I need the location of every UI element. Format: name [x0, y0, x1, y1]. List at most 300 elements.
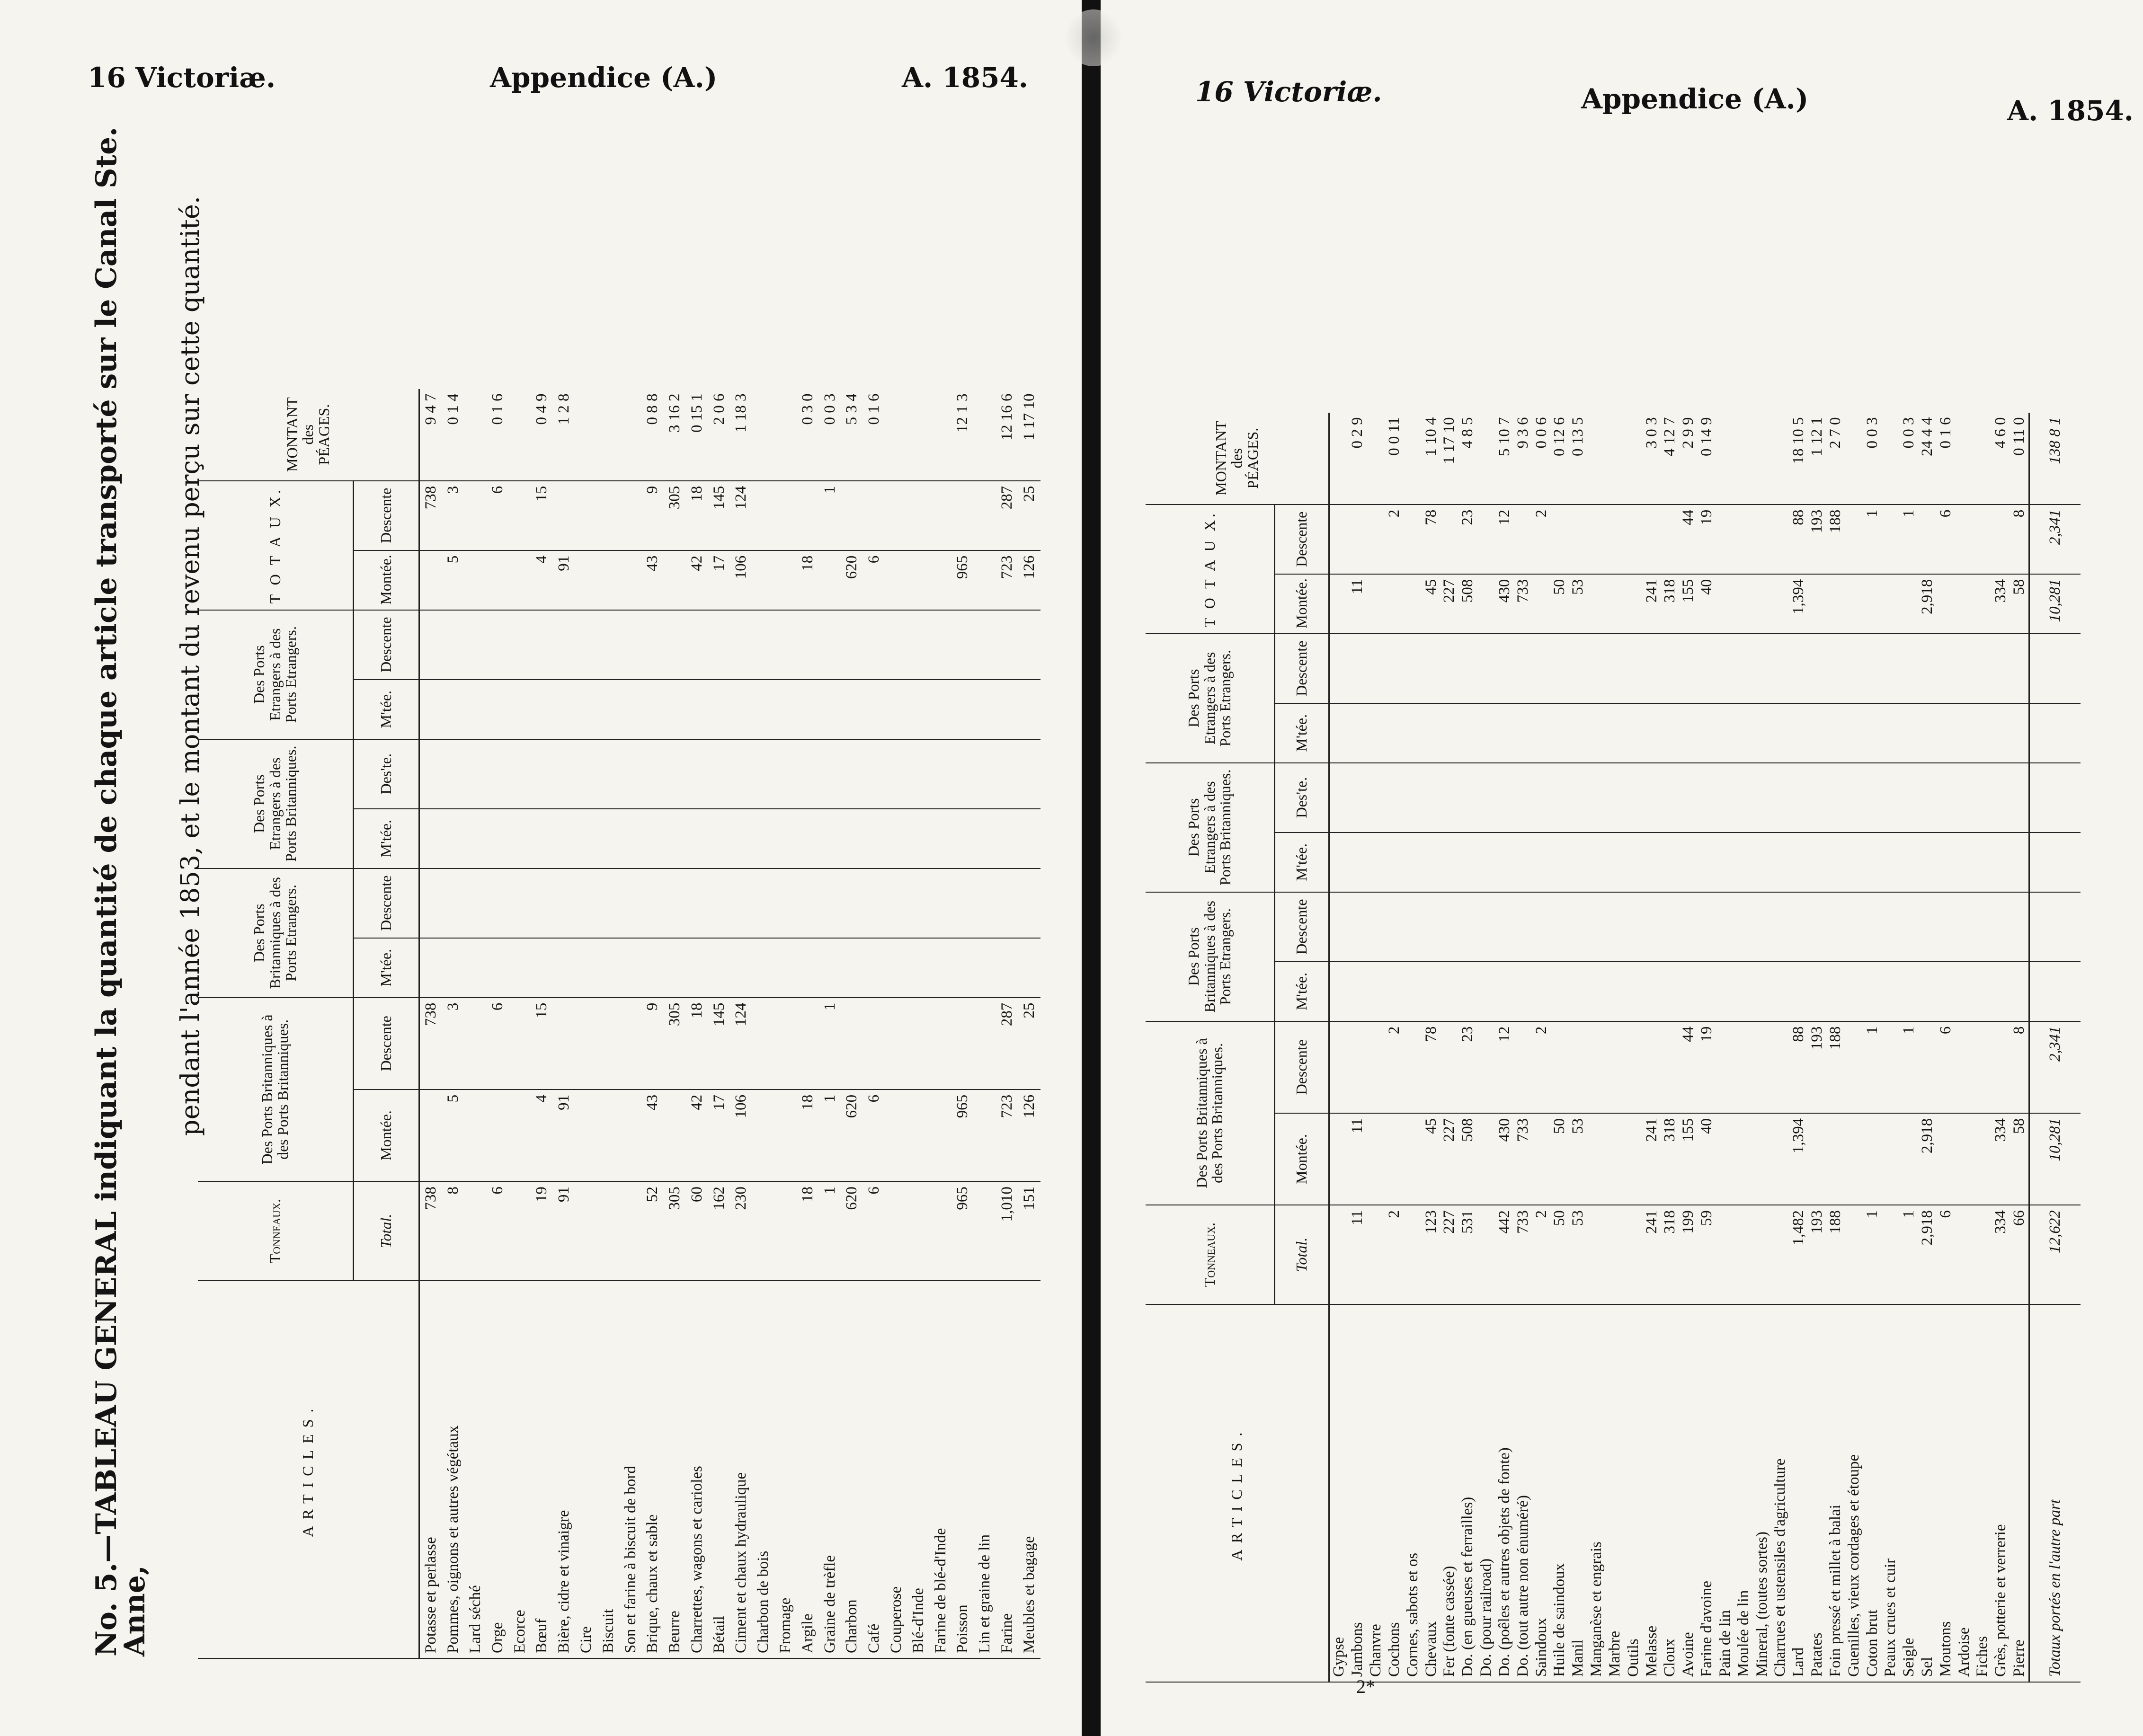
bb-descente-cell [797, 998, 819, 1089]
totaux-montee-cell: 723 [996, 550, 1018, 610]
empty-port-cell [752, 739, 774, 809]
total-descente-cell: 2,341 [2029, 1021, 2081, 1113]
peages-cell: 4 8 5 [1458, 413, 1477, 505]
empty-port-cell [1826, 892, 1845, 962]
empty-port-cell [686, 868, 708, 938]
empty-port-cell [1018, 739, 1040, 809]
empty-port-cell [1018, 610, 1040, 680]
group-bb-header: Des Ports Britanniques à des Ports Britanniques. [1146, 1021, 1274, 1205]
totaux-descente-cell [930, 481, 952, 550]
empty-port-cell [1514, 833, 1532, 892]
article-cell: Brique, chaux et sable [641, 1281, 664, 1658]
empty-port-cell [1495, 703, 1514, 763]
peages-cell: 2 7 0 [1826, 413, 1845, 505]
empty-port-cell [1441, 634, 1459, 703]
bb-descente-cell: 8 [2010, 1021, 2029, 1113]
article-cell: Bœuf [531, 1281, 553, 1658]
regnal-year-left: 16 Victoriæ. [88, 62, 276, 94]
totaux-descente-cell [797, 481, 819, 550]
bb-montee-cell [1845, 1113, 1863, 1205]
table-row [1826, 159, 1845, 1682]
bb-descente-cell [1753, 1021, 1771, 1113]
empty-port-cell [2010, 703, 2029, 763]
empty-port-cell [1643, 763, 1661, 833]
empty-port-cell [2029, 892, 2081, 962]
empty-port-cell [1404, 763, 1422, 833]
bb-montee-cell: 965 [952, 1089, 974, 1181]
empty-port-cell [930, 680, 952, 739]
totaux-montee-cell [1606, 574, 1624, 634]
peages-cell: 0 14 9 [1698, 413, 1716, 505]
totaux-descente-cell: 44 [1679, 505, 1698, 574]
empty-port-cell [1716, 962, 1734, 1021]
article-cell: Farine de blé-d'Inde [930, 1281, 952, 1658]
empty-port-cell [1974, 703, 1992, 763]
table-row [419, 135, 442, 1658]
empty-port-cell [841, 809, 863, 868]
table-row [930, 135, 952, 1658]
mtee-subheader: M'tée. [1274, 833, 1329, 892]
empty-port-cell [930, 938, 952, 998]
empty-port-cell [708, 938, 730, 998]
empty-port-cell [1826, 833, 1845, 892]
bb-montee-cell [664, 1089, 686, 1181]
empty-port-cell [1422, 962, 1441, 1021]
article-cell: Lin et graine de lin [974, 1281, 996, 1658]
total-cell: 19 [531, 1181, 553, 1281]
empty-port-cell [1734, 892, 1753, 962]
empty-port-cell [1753, 962, 1771, 1021]
empty-port-cell [1771, 962, 1789, 1021]
empty-port-cell [1918, 634, 1937, 703]
bb-descente-cell [1569, 1021, 1587, 1113]
empty-port-cell [730, 809, 753, 868]
table-row [1441, 159, 1459, 1682]
empty-port-cell [1845, 634, 1863, 703]
peages-cell: 2 9 9 [1679, 413, 1698, 505]
totaux-montee-total-cell: 10,281 [2029, 574, 2081, 634]
bb-descente-cell [464, 998, 487, 1089]
empty-port-cell [1441, 833, 1459, 892]
empty-port-cell [1606, 962, 1624, 1021]
totaux-montee-cell: 43 [641, 550, 664, 610]
empty-port-cell [1458, 703, 1477, 763]
right-ledger-table [1146, 159, 2081, 1683]
totaux-montee-cell [664, 550, 686, 610]
table-row [531, 135, 553, 1658]
empty-port-cell [487, 938, 509, 998]
empty-port-cell [1679, 962, 1698, 1021]
empty-port-cell [841, 739, 863, 809]
tonneaux-header: Tonneaux. [198, 1181, 353, 1281]
totaux-montee-cell: 620 [841, 550, 863, 610]
empty-port-cell [2029, 962, 2081, 1021]
total-cell: 2 [1532, 1205, 1551, 1304]
empty-port-cell [797, 610, 819, 680]
table-row [597, 135, 620, 1658]
bb-descente-cell [1329, 1021, 1349, 1113]
empty-port-cell [641, 680, 664, 739]
total-cell [1606, 1205, 1624, 1304]
empty-port-cell [1385, 962, 1404, 1021]
empty-port-cell [907, 938, 930, 998]
deste-subheader: Des'te. [353, 739, 419, 809]
empty-port-cell [1643, 962, 1661, 1021]
table-row [553, 135, 575, 1658]
empty-port-cell [509, 809, 531, 868]
article-cell: Charbon de bois [752, 1281, 774, 1658]
empty-port-cell [686, 809, 708, 868]
empty-port-cell [1624, 962, 1643, 1021]
article-cell: Do. (pour railroad) [1477, 1304, 1495, 1682]
bb-descente-cell [952, 998, 974, 1089]
table-row [1551, 159, 1569, 1682]
totaux-montee-cell: 430 [1495, 574, 1514, 634]
empty-port-cell [930, 809, 952, 868]
total-cell: 91 [553, 1181, 575, 1281]
empty-port-cell [1404, 703, 1422, 763]
totaux-descente-cell [841, 481, 863, 550]
total-cell: 123 [1422, 1205, 1441, 1304]
empty-port-cell [1698, 763, 1716, 833]
empty-port-cell [1716, 703, 1734, 763]
peages-cell: 0 0 3 [1863, 413, 1882, 505]
bb-montee-cell: 50 [1551, 1113, 1569, 1205]
montee-subheader: Montée. [1274, 1113, 1329, 1205]
bb-descente-cell [1661, 1021, 1679, 1113]
empty-port-cell [1385, 634, 1404, 703]
empty-port-cell [1937, 634, 1955, 703]
totaux-montee-cell: 42 [686, 550, 708, 610]
empty-port-cell [664, 680, 686, 739]
peages-cell [1734, 413, 1753, 505]
empty-port-cell [1734, 763, 1753, 833]
empty-port-cell [1587, 634, 1606, 703]
empty-port-cell [487, 809, 509, 868]
totaux-montee-cell: 155 [1679, 574, 1698, 634]
empty-port-cell [1974, 892, 1992, 962]
total-cell: 2,918 [1918, 1205, 1937, 1304]
empty-port-cell [1789, 962, 1808, 1021]
peages-cell: 4 12 7 [1661, 413, 1679, 505]
empty-port-cell [1974, 634, 1992, 703]
empty-port-cell [1514, 703, 1532, 763]
article-cell: Poisson [952, 1281, 974, 1658]
bb-descente-cell [885, 998, 907, 1089]
empty-port-cell [1992, 703, 2010, 763]
empty-port-cell [1551, 763, 1569, 833]
total-cell: 8 [442, 1181, 464, 1281]
empty-port-cell [841, 938, 863, 998]
article-cell: Lard séché [464, 1281, 487, 1658]
table-title-line-1: No. 5.—TABLEAU GENERAL indiquant la quantité de chaque article transporté sur le Canal Ste. Anne, [90, 126, 151, 1656]
empty-port-cell [509, 938, 531, 998]
totaux-montee-cell: 53 [1569, 574, 1587, 634]
empty-port-cell [531, 610, 553, 680]
empty-port-cell [531, 809, 553, 868]
article-cell: Do. (en gueuses et ferrailles) [1458, 1304, 1477, 1682]
empty-port-cell [974, 938, 996, 998]
total-cell: 227 [1441, 1205, 1459, 1304]
bb-descente-cell: 124 [730, 998, 753, 1089]
bb-descente-cell: 15 [531, 998, 553, 1089]
peages-cell [1329, 413, 1349, 505]
bb-descente-cell: 6 [1937, 1021, 1955, 1113]
total-cell: 442 [1495, 1205, 1514, 1304]
bb-descente-cell: 9 [641, 998, 664, 1089]
peages-cell [752, 389, 774, 481]
mtee-subheader: M'tée. [353, 680, 419, 739]
table-row [1661, 159, 1679, 1682]
empty-port-cell [1367, 763, 1385, 833]
article-cell: Saindoux [1532, 1304, 1551, 1682]
total-subheader: Total. [353, 1181, 419, 1281]
empty-port-cell [952, 610, 974, 680]
bb-montee-cell: 6 [863, 1089, 885, 1181]
right-ledger [1146, 159, 2081, 1683]
empty-port-cell [1514, 763, 1532, 833]
bb-montee-cell [1587, 1113, 1606, 1205]
totaux-montee-cell [1477, 574, 1495, 634]
peages-cell [1716, 413, 1734, 505]
empty-port-cell [686, 610, 708, 680]
totaux-montee-cell: 126 [1018, 550, 1040, 610]
totaux-montee-cell [1771, 574, 1789, 634]
totaux-descente-cell [509, 481, 531, 550]
total-cell: 60 [686, 1181, 708, 1281]
empty-port-cell [752, 938, 774, 998]
empty-port-cell [1863, 962, 1882, 1021]
table-row [686, 135, 708, 1658]
table-title-line-2: pendant l'année 1853, et le montant du revenu perçu sur cette quantité. [175, 196, 205, 1136]
bb-montee-cell [464, 1089, 487, 1181]
empty-port-cell [1532, 833, 1551, 892]
article-cell: Seigle [1900, 1304, 1918, 1682]
totaux-montee-cell [1716, 574, 1734, 634]
empty-port-cell [907, 739, 930, 809]
empty-port-cell [1367, 892, 1385, 962]
empty-port-cell [797, 680, 819, 739]
table-row [1458, 159, 1477, 1682]
totaux-descente-cell: 145 [708, 481, 730, 550]
empty-port-cell [1826, 763, 1845, 833]
empty-port-cell [885, 809, 907, 868]
bb-montee-cell: 17 [708, 1089, 730, 1181]
empty-port-cell [464, 680, 487, 739]
empty-port-cell [620, 938, 642, 998]
empty-port-cell [531, 868, 553, 938]
article-cell: Ciment et chaux hydraulique [730, 1281, 753, 1658]
empty-port-cell [1477, 703, 1495, 763]
totaux-descente-cell [1771, 505, 1789, 574]
table-row [1569, 159, 1587, 1682]
peages-cell: 12 1 3 [952, 389, 974, 481]
descente-subheader: Descente [353, 998, 419, 1089]
peages-cell: 3 16 2 [664, 389, 686, 481]
empty-port-cell [1974, 833, 1992, 892]
empty-port-cell [1734, 634, 1753, 703]
totaux-descente-cell [974, 481, 996, 550]
empty-port-cell [1845, 703, 1863, 763]
empty-port-cell [1329, 892, 1349, 962]
totaux-descente-cell [907, 481, 930, 550]
empty-port-cell [863, 680, 885, 739]
peages-cell [1974, 413, 1992, 505]
empty-port-cell [1789, 763, 1808, 833]
empty-port-cell [1551, 703, 1569, 763]
bb-descente-cell [907, 998, 930, 1089]
empty-port-cell [1771, 892, 1789, 962]
empty-port-cell [1495, 833, 1514, 892]
bb-montee-cell [419, 1089, 442, 1181]
empty-port-cell [1771, 763, 1789, 833]
empty-port-cell [1900, 703, 1918, 763]
total-cell: 151 [1018, 1181, 1040, 1281]
bb-montee-cell: 53 [1569, 1113, 1587, 1205]
bb-montee-cell: 227 [1441, 1113, 1459, 1205]
article-cell: Graine de trèfle [819, 1281, 841, 1658]
empty-port-cell [1385, 703, 1404, 763]
empty-port-cell [863, 868, 885, 938]
empty-port-cell [1716, 833, 1734, 892]
empty-port-cell [2010, 833, 2029, 892]
peages-cell: 3 0 3 [1643, 413, 1661, 505]
empty-port-cell [1881, 763, 1900, 833]
empty-port-cell [1716, 634, 1734, 703]
bb-montee-cell: 5 [442, 1089, 464, 1181]
empty-port-cell [1789, 892, 1808, 962]
article-cell: Pierre [2010, 1304, 2029, 1682]
bb-descente-cell [1367, 1021, 1385, 1113]
bb-montee-cell [930, 1089, 952, 1181]
total-cell: 6 [487, 1181, 509, 1281]
empty-port-cell [1495, 892, 1514, 962]
empty-port-cell [442, 938, 464, 998]
totaux-descente-cell [952, 481, 974, 550]
empty-port-cell [1018, 680, 1040, 739]
table-row [1606, 159, 1624, 1682]
bb-descente-cell: 738 [419, 998, 442, 1089]
totaux-descente-cell [1992, 505, 2010, 574]
peages-cell [464, 389, 487, 481]
peages-cell: 0 13 5 [1569, 413, 1587, 505]
totaux-descente-cell: 738 [419, 481, 442, 550]
peages-cell: 1 17 10 [1018, 389, 1040, 481]
peages-cell [1624, 413, 1643, 505]
empty-port-cell [996, 809, 1018, 868]
empty-port-cell [419, 809, 442, 868]
totaux-descente-cell [1734, 505, 1753, 574]
empty-port-cell [774, 868, 797, 938]
empty-port-cell [1587, 833, 1606, 892]
empty-port-cell [1551, 634, 1569, 703]
bb-descente-cell: 2 [1385, 1021, 1404, 1113]
empty-port-cell [708, 610, 730, 680]
totaux-montee-cell [974, 550, 996, 610]
totaux-descente-cell [1881, 505, 1900, 574]
table-row [442, 135, 464, 1658]
bb-montee-cell: 42 [686, 1089, 708, 1181]
empty-port-cell [1624, 892, 1643, 962]
group-be-header: Des Ports Britanniques à des Ports Etrangers. [198, 868, 353, 998]
empty-port-cell [1643, 892, 1661, 962]
article-cell: Charrues et ustensiles d'agriculture [1771, 1304, 1789, 1682]
article-cell: Farine d'avoine [1698, 1304, 1716, 1682]
table-row [1955, 159, 1974, 1682]
article-cell: Argile [797, 1281, 819, 1658]
bb-montee-cell [1329, 1113, 1349, 1205]
totaux-montee-cell [419, 550, 442, 610]
empty-port-cell [1514, 962, 1532, 1021]
totaux-descente-cell [1716, 505, 1734, 574]
empty-port-cell [1018, 938, 1040, 998]
table-row [1753, 159, 1771, 1682]
totaux-montee-cell: 17 [708, 550, 730, 610]
article-cell: Melasse [1643, 1304, 1661, 1682]
totaux-montee-cell: 4 [531, 550, 553, 610]
bb-montee-cell [1367, 1113, 1385, 1205]
total-cell: 188 [1826, 1205, 1845, 1304]
totaux-montee-cell [1845, 574, 1863, 634]
totaux-descente-cell: 8 [2010, 505, 2029, 574]
bb-descente-cell [575, 998, 597, 1089]
header-row [1146, 159, 1274, 1682]
total-cell [885, 1181, 907, 1281]
empty-port-cell [1587, 703, 1606, 763]
empty-port-cell [952, 938, 974, 998]
empty-port-cell [1974, 763, 1992, 833]
bb-descente-cell: 6 [487, 998, 509, 1089]
totaux-montee-cell [1753, 574, 1771, 634]
totaux-montee-cell: 50 [1551, 574, 1569, 634]
totaux-montee-cell: 45 [1422, 574, 1441, 634]
empty-port-cell [708, 868, 730, 938]
empty-port-cell [1422, 833, 1441, 892]
empty-port-cell [863, 809, 885, 868]
peages-total-cell: 138 8 1 [2029, 413, 2081, 505]
empty-port-cell [774, 610, 797, 680]
totaux-montee-cell [1937, 574, 1955, 634]
empty-port-cell [819, 809, 841, 868]
table-row [487, 135, 509, 1658]
table-row [509, 135, 531, 1658]
bb-descente-cell [1955, 1021, 1974, 1113]
peages-cell [907, 389, 930, 481]
empty-port-cell [1955, 703, 1974, 763]
totaux-descente-cell: 15 [531, 481, 553, 550]
empty-port-cell [531, 680, 553, 739]
regnal-year-right: 16 Victoriæ. [1195, 76, 1382, 108]
bb-montee-cell [1532, 1113, 1551, 1205]
empty-port-cell [1495, 962, 1514, 1021]
peages-cell [1587, 413, 1606, 505]
total-cell: 6 [863, 1181, 885, 1281]
total-cell [1753, 1205, 1771, 1304]
bb-montee-cell: 4 [531, 1089, 553, 1181]
empty-port-cell [841, 680, 863, 739]
empty-port-cell [819, 868, 841, 938]
bb-montee-cell [1385, 1113, 1404, 1205]
total-cell [597, 1181, 620, 1281]
total-cell [1716, 1205, 1734, 1304]
empty-port-cell [553, 809, 575, 868]
totaux-montee-cell [509, 550, 531, 610]
bb-descente-cell [1624, 1021, 1643, 1113]
empty-port-cell [996, 938, 1018, 998]
totaux-descente-cell [1367, 505, 1385, 574]
bb-descente-cell [1974, 1021, 1992, 1113]
bb-descente-cell [1716, 1021, 1734, 1113]
